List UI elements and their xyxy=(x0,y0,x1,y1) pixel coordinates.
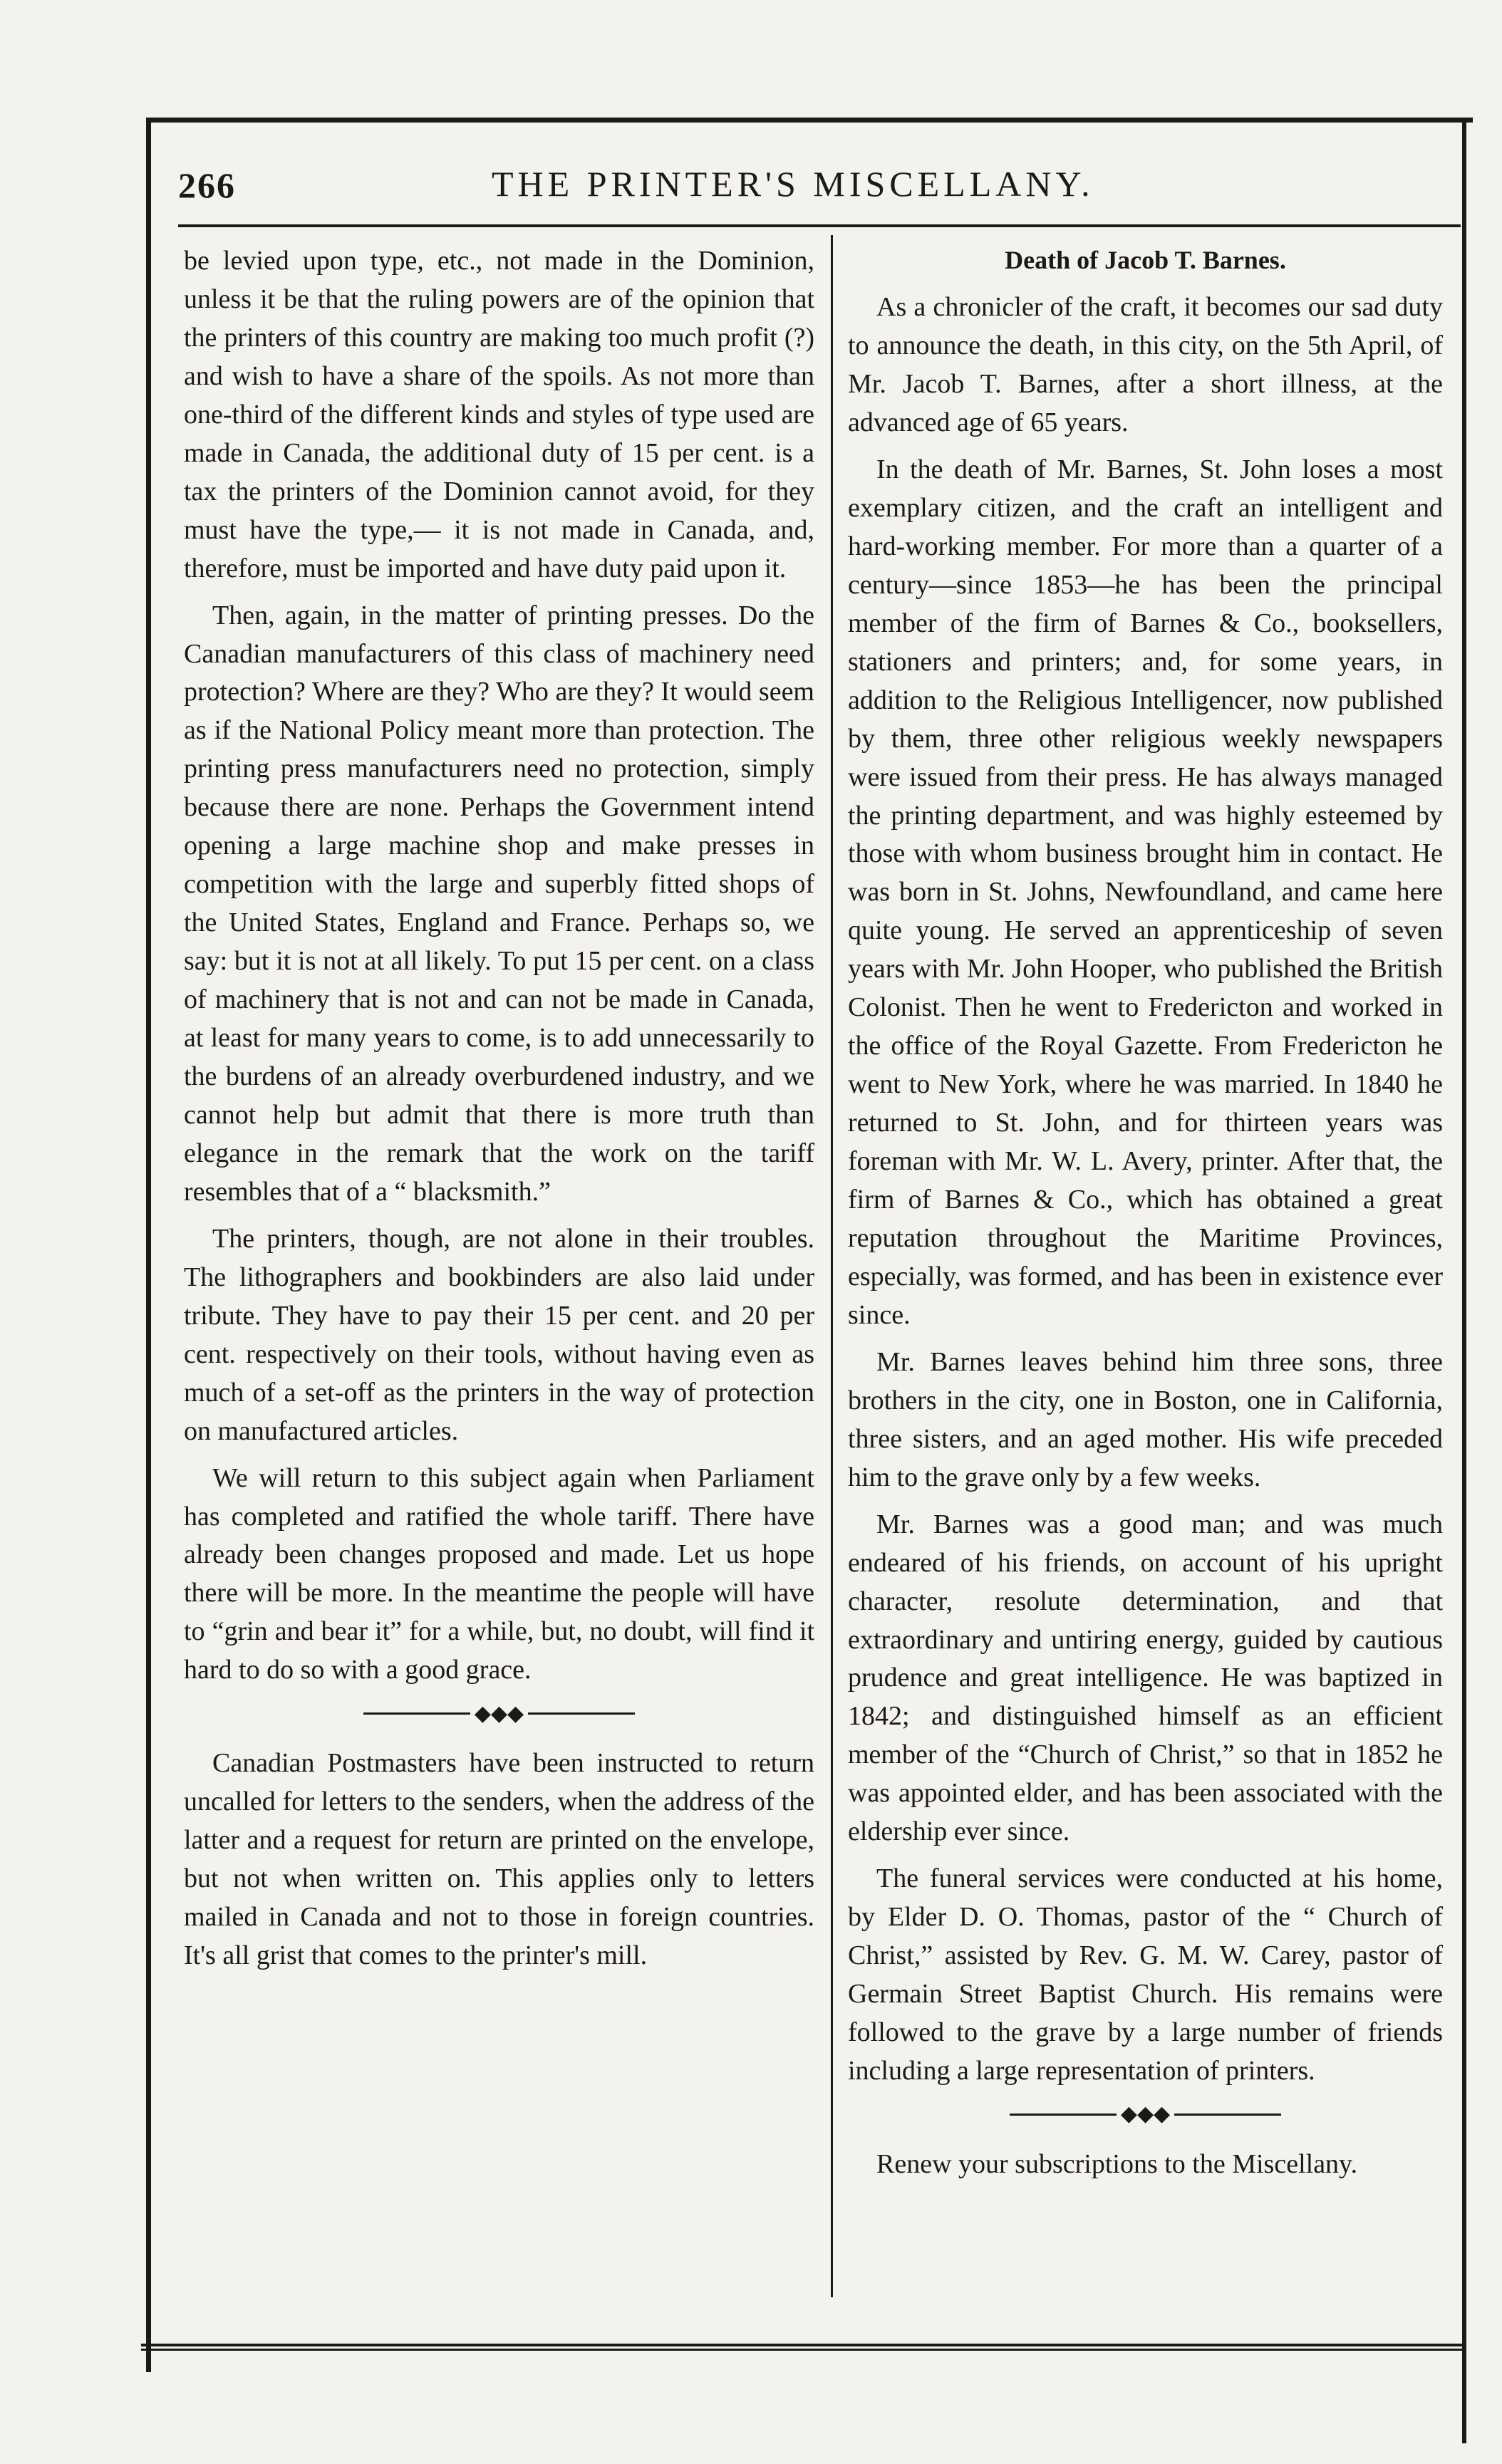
left-paragraph-3: The printers, though, are not alone in their troubles. The lithographers and bookbinders are also laid under tribute. They have to pay their 15 per cent. and 20 per cent. respectively on their tools, without having even as much of a set-off as the printers in the way of protection on manufactured articles. xyxy=(184,1223,814,1446)
running-title: THE PRINTER'S MISCELLANY. xyxy=(492,164,1094,204)
left-paragraph-2: Then, again, in the matter of printing presses. Do the Canadian manufacturers of this class of machinery need protection? Where are they? Who are they? It would seem as if the National Policy meant more than protection. The printing press manufacturers need no protection, simply because there are none. Perhaps the Government intend opening a large machine shop and make presses in competition with the large and superbly fitted shops of the United States, England and France. Perhaps so, we say: but it is not at all likely. To put 15 per cent. on a class of machinery that is not and can not be made in Canada, at least for many years to come, is to add unnecessarily to the burdens of an already overburdened industry, and we cannot help but admit that there is more truth than elegance in the remark that the work on the tariff resembles that of a “ blacksmith.” xyxy=(184,600,814,1207)
right-paragraph-3: Mr. Barnes leaves behind him three sons, three brothers in the city, one in Boston, one in California, three sisters, and an aged mother. His wife preceded him to the grave only by a few weeks. xyxy=(848,1346,1443,1492)
column-divider xyxy=(831,235,833,2297)
left-column xyxy=(184,242,814,2336)
header-rule xyxy=(178,224,1461,227)
page-header xyxy=(178,153,1454,217)
left-paragraph-4: We will return to this subject again when Parliament has completed and ratified the whole tariff. There have already been changes proposed and made. Let us hope there will be more. In the meantime the people will have to “grin and bear it” for a while, but, no doubt, will find it hard to do so with a good grace. xyxy=(184,1462,814,1685)
obituary-heading: Death of Jacob T. Barnes. xyxy=(1005,246,1286,274)
right-paragraph-4: Mr. Barnes was a good man; and was much endeared of his friends, on account of his upright character, resolute determination, and that extraordinary and untiring energy, guided by cautious prudence and great intelligence. He was baptized in 1842; and distinguished himself as an efficient member of the “Church of Christ,” so that in 1852 he was appointed elder, and has been associated with the eldership ever since. xyxy=(848,1509,1443,1847)
right-paragraph-2: In the death of Mr. Barnes, St. John loses a most exemplary citizen, and the craft an intelligent and hard-working member. For more than a quarter of a century—since 1853—he has been the principal member of the firm of Barnes & Co., booksellers, stationers and printers; and, for some years, in addition to the Religious Intelligencer, now published by them, three other religious weekly newspapers were issued from their press. He has always managed the printing department, and was highly esteemed by those with whom business brought him in contact. He was born in St. Johns, Newfoundland, and came here quite young. He served an apprenticeship of seven years with Mr. John Hooper, who published the British Colonist. Then he went to Fredericton and worked in the office of the Royal Gazette. From Fredericton he went to New York, where he was married. In 1840 he returned to St. John, and for thirteen years was foreman with Mr. W. L. Avery, printer. After that, the firm of Barnes & Co., which has obtained a great reputation throughout the Maritime Provinces, especially, was formed, and has been in existence ever since. xyxy=(848,454,1443,1330)
page-border-bottom xyxy=(141,2344,1466,2351)
right-paragraph-6: Renew your subscriptions to the Miscellany. xyxy=(876,2148,1358,2179)
left-paragraph-1: be levied upon type, etc., not made in the Dominion, unless it be that the ruling powers are of the opinion that the printers of this country are making too much profit (?) and wish to have a share of the spoils. As not more than one-third of the different kinds and styles of type used are made in Canada, the additional duty of 15 per cent. is a tax the printers of the Dominion cannot avoid, for they must have the type,— it is not made in Canada, and, therefore, must be imported and have duty paid upon it. xyxy=(184,246,814,583)
right-paragraph-5: The funeral services were conducted at his home, by Elder D. O. Thomas, pastor of the “ Church of Christ,” assisted by Rev. G. M. W. Carey, pastor of Germain Street Baptist Church. His remains were followed to the grave by a large number of friends including a large representation of printers. xyxy=(848,1863,1443,2086)
page-border-right xyxy=(1462,118,1466,2443)
section-ornament: ◆◆◆ xyxy=(184,1698,814,1729)
right-column xyxy=(848,242,1443,2329)
page-number: 266 xyxy=(178,165,236,205)
left-paragraph-5: Canadian Postmasters have been instructed to return uncalled for letters to the senders, when the address of the latter and a request for return are printed on the envelope, but not when written on. This applies only to letters mailed in Canada and not to those in foreign countries. It's all grist that comes to the printer's mill. xyxy=(184,1748,814,1970)
right-paragraph-1: As a chronicler of the craft, it becomes our sad duty to announce the death, in this city, on the 5th April, of Mr. Jacob T. Barnes, after a short illness, at the advanced age of 65 years. xyxy=(848,292,1443,437)
section-ornament-right: ◆◆◆ xyxy=(848,2099,1443,2130)
